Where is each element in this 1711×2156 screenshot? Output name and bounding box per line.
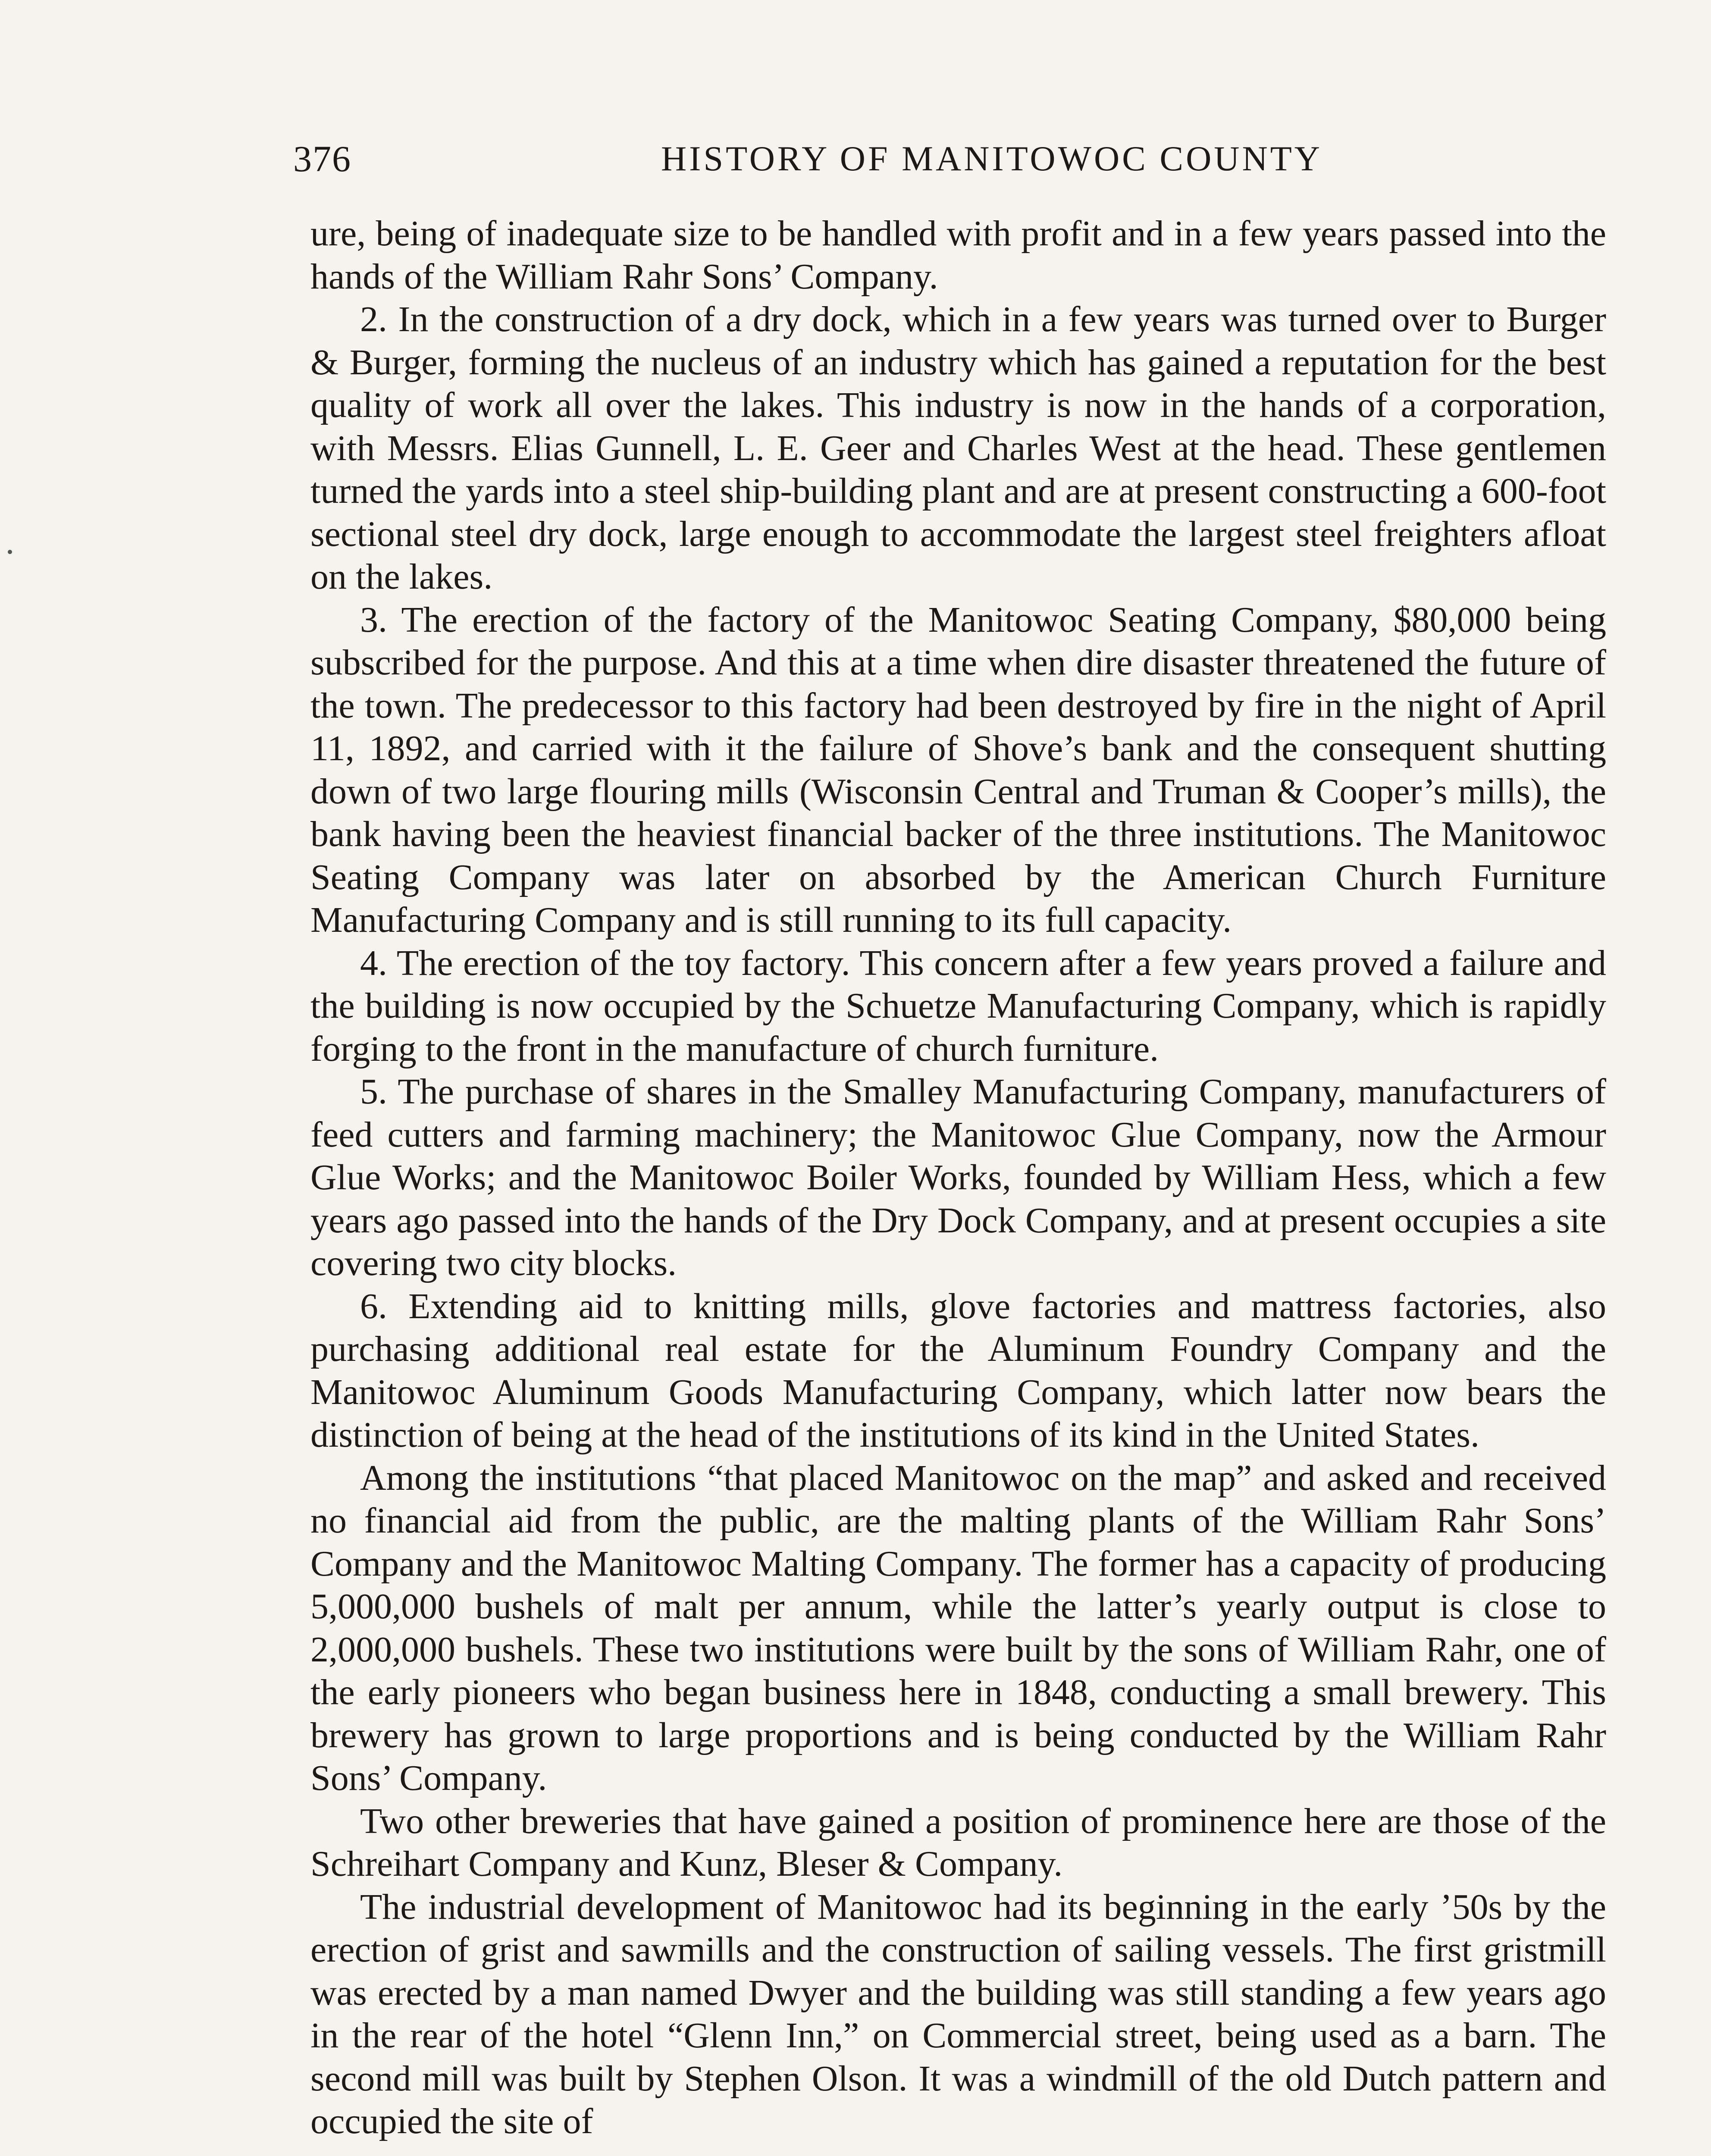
page-header <box>293 137 1621 193</box>
paragraph-continuation: ure, being of inadequate size to be handled with profit and in a few years passed into the hands of the William Rahr Sons’ Company. <box>310 213 1606 297</box>
paragraph-item-4: 4. The erection of the toy factory. This concern after a few years proved a failure and the building is now occupied by the Schuetze Manufacturing Company, which is rapidly forging to the front in the manufacture of church furniture. <box>310 943 1606 1069</box>
paragraph-item-3: 3. The erection of the factory of the Manitowoc Seating Company, $80,000 being subscribed for the purpose. And this at a time when dire disaster threatened the future of the town. The predecessor to this factory had been destroyed by fire in the night of April 11, 1892, and carried with it the failure of Shove’s bank and the consequent shutting down of two large flouring mills (Wisconsin Central and Truman & Cooper’s mills), the bank having been the heaviest financial backer of the three institutions. The Manitowoc Seating Company was later on absorbed by the American Church Furniture Manufacturing Company and is still running to its full capacity. <box>310 599 1606 940</box>
scan-speck <box>8 550 12 554</box>
running-title: HISTORY OF MANITOWOC COUNTY <box>661 139 1323 178</box>
paragraph-breweries: Two other breweries that have gained a position of prominence here are those of the Schreihart Company and Kunz, Bleser & Company. <box>310 1801 1606 1884</box>
body-text <box>310 212 1606 2143</box>
paragraph-item-5: 5. The purchase of shares in the Smalley Manufacturing Company, manufacturers of feed cutters and farming machinery; the Manitowoc Glue Company, now the Armour Glue Works; and the Manitowoc Boiler Works, founded by William Hess, which a few years ago passed into the hands of the Dry Dock Company, and at present occupies a site covering two city blocks. <box>310 1072 1606 1283</box>
paragraph-industrial-development: The industrial development of Manitowoc had its beginning in the early ’50s by the erection of grist and sawmills and the construction of sailing vessels. The first gristmill was erected by a man named Dwyer and the building was still standing a few years ago in the rear of the hotel “Glenn Inn,” on Commercial street, being used as a barn. The second mill was built by Stephen Olson. It was a windmill of the old Dutch pattern and occupied the site of <box>310 1887 1606 2141</box>
paragraph-malting-plants: Among the institutions “that placed Manitowoc on the map” and asked and received no financial aid from the public, are the malting plants of the William Rahr Sons’ Company and the Manitowoc Malting Company. The former has a capacity of producing 5,000,000 bushels of malt per annum, while the latter’s yearly output is close to 2,000,000 bushels. These two institutions were built by the sons of William Rahr, one of the early pioneers who began business here in 1848, conducting a small brewery. This brewery has grown to large proportions and is being conducted by the William Rahr Sons’ Company. <box>310 1457 1606 1798</box>
paragraph-item-6: 6. Extending aid to knitting mills, glove factories and mattress factories, also purchasing additional real estate for the Aluminum Foundry Company and the Manitowoc Aluminum Goods Manufacturing Company, which latter now bears the distinction of being at the head of the institutions of its kind in the United States. <box>310 1286 1606 1455</box>
page-number: 376 <box>293 138 351 179</box>
paragraph-item-2: 2. In the construction of a dry dock, which in a few years was turned over to Burger & Burger, forming the nucleus of an industry which has gained a reputation for the best quality of work all over the lakes. This industry is now in the hands of a corporation, with Messrs. Elias Gunnell, L. E. Geer and Charles West at the head. These gentlemen turned the yards into a steel ship-building plant and are at present constructing a 600-foot sectional steel dry dock, large enough to accommodate the largest steel freighters afloat on the lakes. <box>310 299 1606 597</box>
